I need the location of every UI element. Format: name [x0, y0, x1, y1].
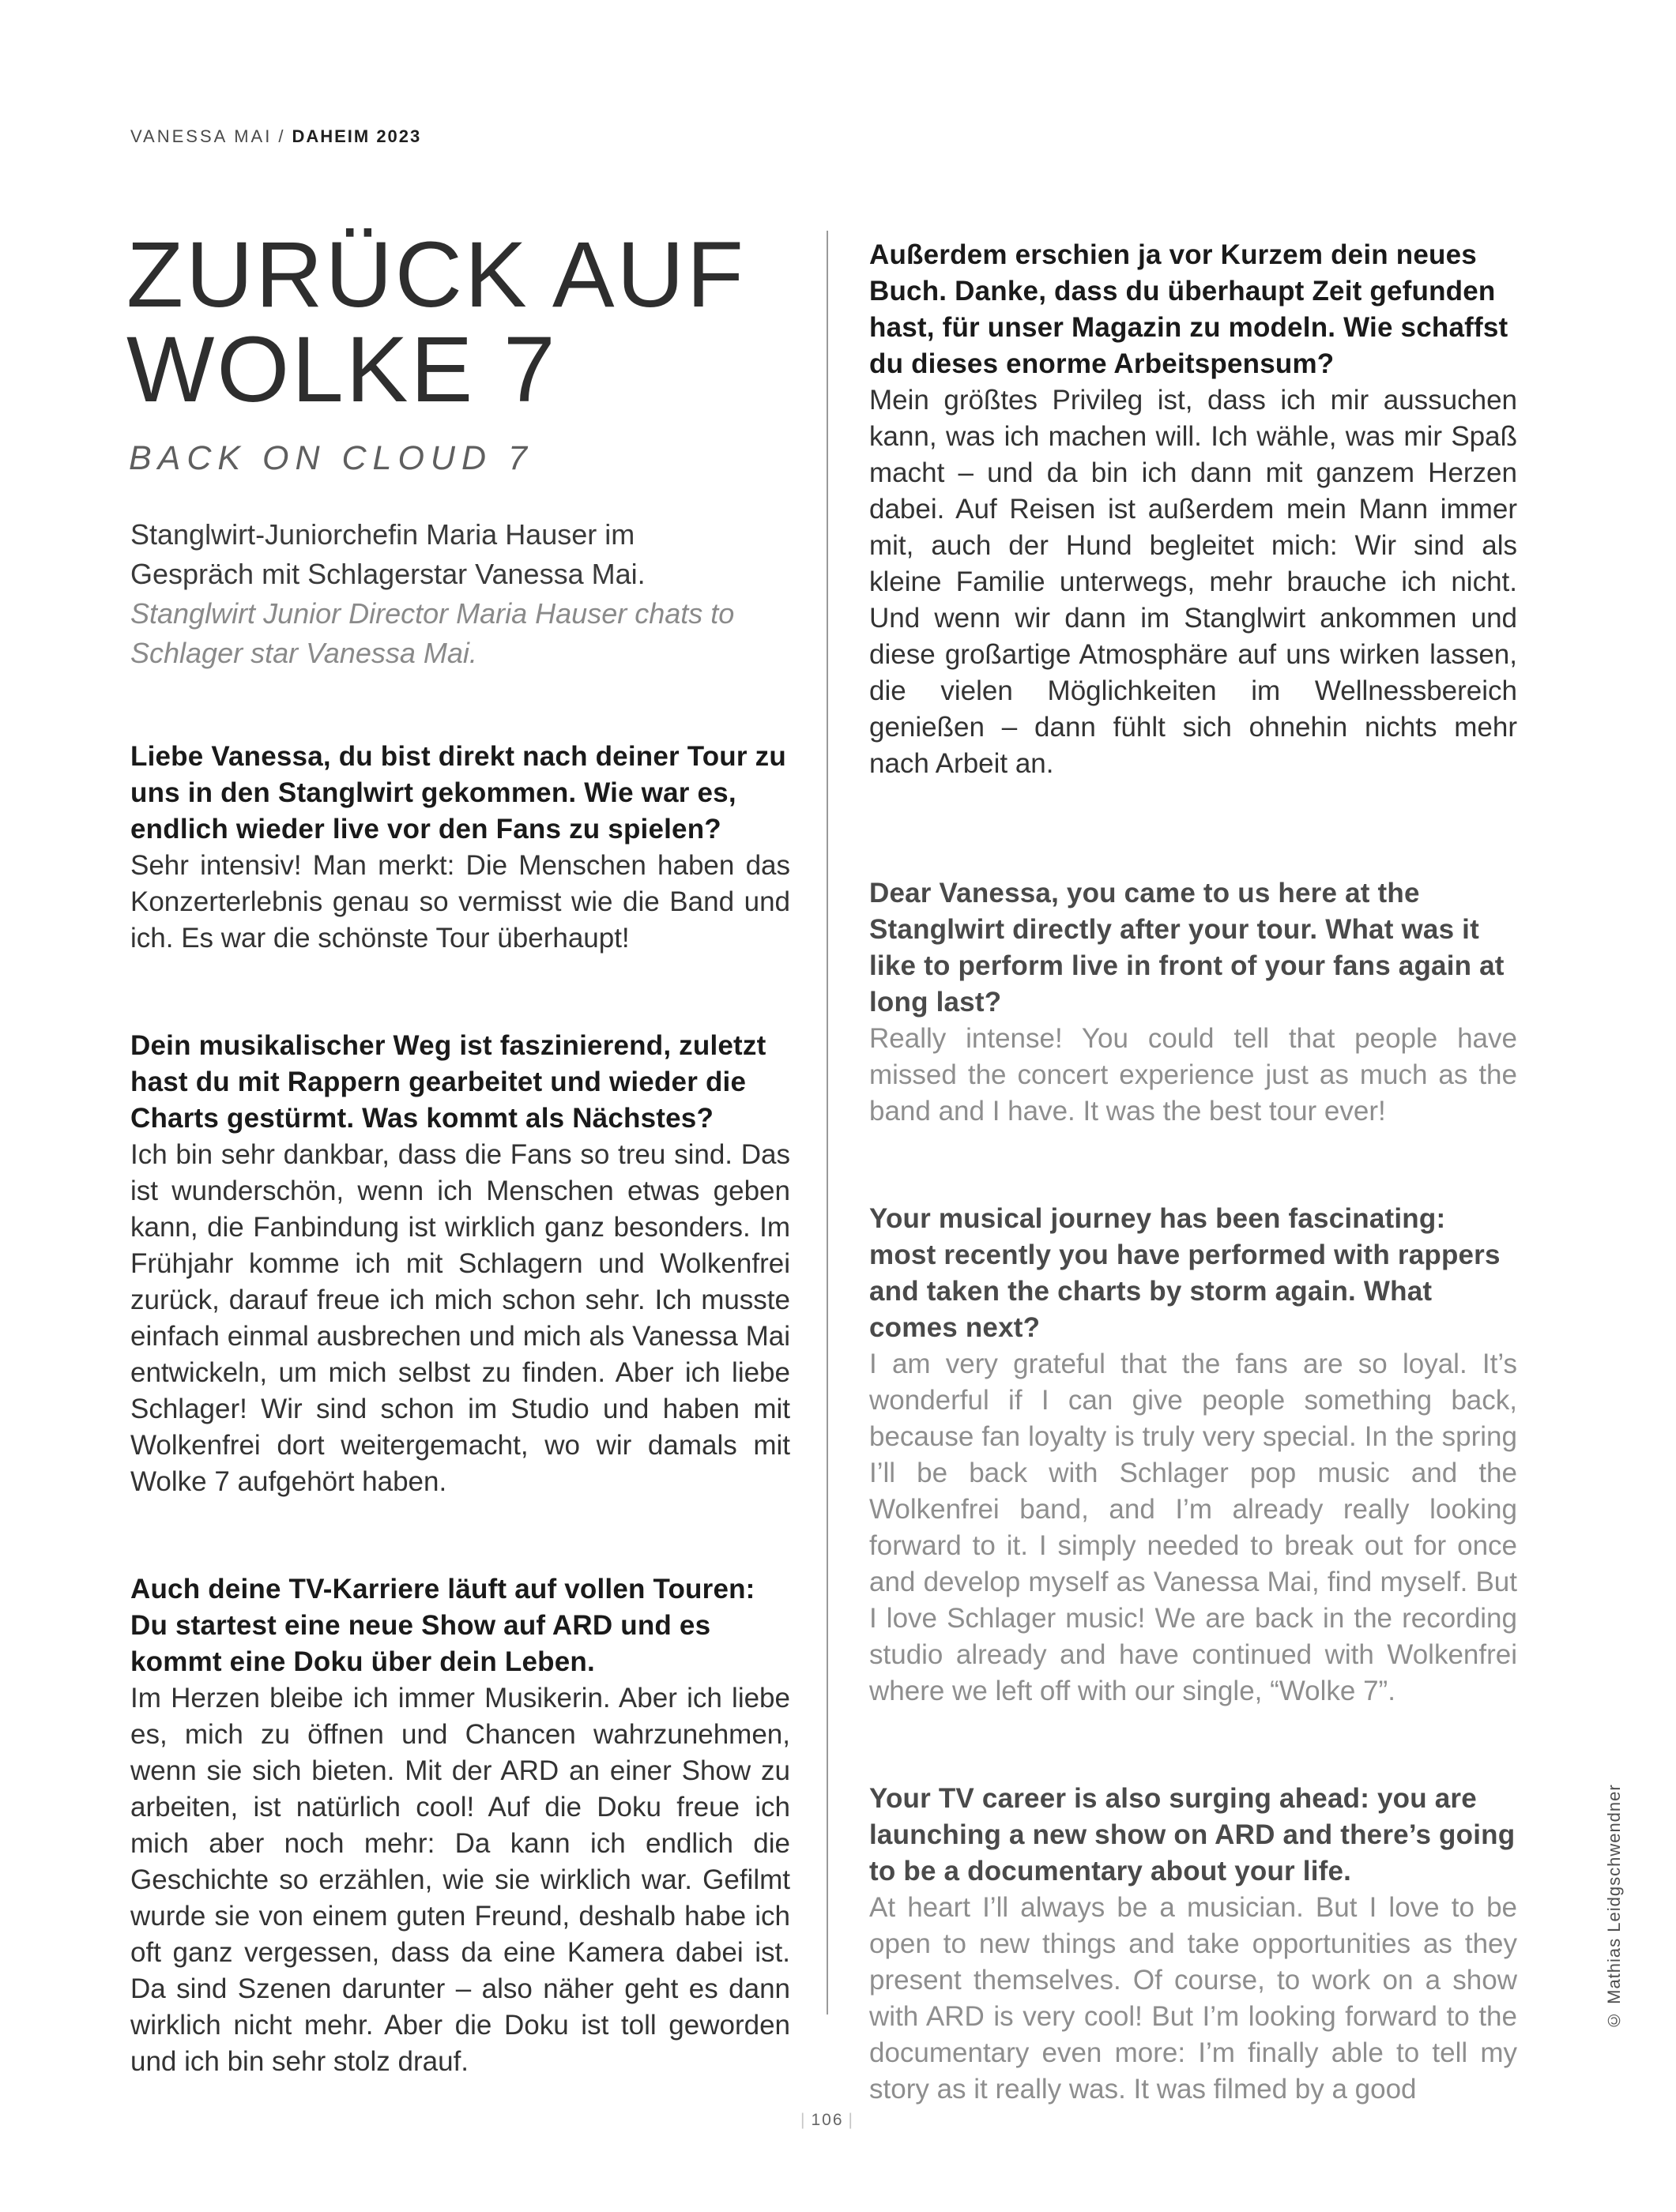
- answer-de: Im Herzen bleibe ich immer Musikerin. Aber ich liebe es, mich zu öffnen und Chancen wahrzunehmen, wenn sie sich bieten. Mit der ARD an einer Show zu arbeiten, ist natürlich cool! Auf die Doku freue ich mich aber noch mehr: Da kann ich endlich die Geschichte so erzählen, wie sie wirklich war. Gefilmt wurde sie von einem guten Freund, deshalb habe ich oft ganz vergessen, dass da eine Kamera dabei ist. Da sind Szenen darunter – also näher geht es dann wirklich nicht mehr. Aber die Doku ist toll geworden und ich bin sehr stolz drauf.: [130, 1683, 790, 2077]
- qa-block: [130, 1571, 790, 2080]
- question-de: Außerdem erschien ja vor Kurzem dein neues Buch. Danke, dass du überhaupt Zeit gefunden hast, für unser Magazin zu modeln. Wie schaffst du dieses enorme Arbeitspensum?: [869, 239, 1508, 379]
- page-number-value: 106: [811, 2111, 844, 2129]
- column-divider: [827, 231, 828, 2014]
- page-title-line1: ZURÜCK AUF: [126, 223, 746, 327]
- right-column: [869, 237, 1517, 2108]
- intro: [130, 515, 755, 673]
- kicker-slash: /: [278, 126, 286, 146]
- answer-de: Mein größtes Privileg ist, dass ich mir aussuchen kann, was ich machen will. Ich wähle, was mir Spaß macht – und da bin ich dann mit ganzem Herzen dabei. Auf Reisen ist außerdem mein Mann immer mit, auch der Hund begleitet mich: Wir sind als kleine Familie unterwegs, mehr brauche ich nicht. Und wenn wir dann im Stanglwirt ankommen und diese großartige Atmosphäre auf uns wirken lassen, die vielen Möglichkeiten im Wellnessbereich genießen – dann fühlt sich ohnehin nichts mehr nach Arbeit an.: [869, 385, 1517, 779]
- question-en: Your TV career is also surging ahead: you are launching a new show on ARD and there’s going to be a documentary about your life.: [869, 1783, 1516, 1887]
- answer-en: I am very grateful that the fans are so loyal. It’s wonderful if I can give people something back, because fan loyalty is truly very special. In the spring I’ll be back with Schlager pop music and the Wolkenfrei band, and I’m already really looking forward to it. I simply needed to break out for once and develop myself as Vanessa Mai, find myself. But I love Schlager music! We are back in the recording studio already and have continued with Wolkenfrei where we left off with our single, “Wolke 7”.: [869, 1349, 1517, 1706]
- page-subtitle: BACK ON CLOUD 7: [129, 439, 533, 477]
- question-de: Liebe Vanessa, du bist direkt nach deiner Tour zu uns in den Stanglwirt gekommen. Wie war es, endlich wieder live vor den Fans zu spielen?: [130, 741, 786, 845]
- left-column: [130, 739, 790, 2080]
- page-number: [748, 2111, 906, 2130]
- qa-block: [869, 875, 1517, 1130]
- answer-en: At heart I’ll always be a musician. But I love to be open to new things and take opportunities as they present themselves. Of course, to work on a show with ARD is very cool! But I’m looking forward to the documentary even more: I’m finally able to tell my story as it really was. It was filmed by a good: [869, 1892, 1517, 2105]
- answer-de: Sehr intensiv! Man merkt: Die Menschen haben das Konzerterlebnis genau so vermisst wie die Band und ich. Es war die schönste Tour überhaupt!: [130, 850, 790, 954]
- page-title-line2: WOLKE 7: [126, 318, 558, 422]
- kicker-issue: DAHEIM 2023: [292, 126, 422, 146]
- intro-en: Stanglwirt Junior Director Maria Hauser chats to Schlager star Vanessa Mai.: [130, 597, 735, 669]
- page-number-bracket-right: |: [848, 2111, 854, 2129]
- qa-block: [130, 739, 790, 957]
- qa-block: [869, 1201, 1517, 1710]
- kicker: [130, 126, 421, 147]
- answer-de: Ich bin sehr dankbar, dass die Fans so treu sind. Das ist wunderschön, wenn ich Menschen etwas geben kann, die Fanbindung ist wirklich ganz besonders. Im Frühjahr komme ich mit Schlagern und Wolkenfrei zurück, darauf freue ich mich schon sehr. Ich musste einfach einmal ausbrechen und mich als Vanessa Mai entwickeln, um mich selbst zu finden. Aber ich liebe Schlager! Wir sind schon im Studio und haben mit Wolkenfrei dort weitergemacht, wo wir damals mit Wolke 7 aufgehört haben.: [130, 1139, 790, 1497]
- kicker-artist: VANESSA MAI: [130, 126, 273, 146]
- answer-en: Really intense! You could tell that people have missed the concert experience just as much as the band and I have. It was the best tour ever!: [869, 1023, 1517, 1127]
- question-en: Your musical journey has been fascinating: most recently you have performed with rappers and taken the charts by storm again. What comes next?: [869, 1203, 1501, 1343]
- question-de: Dein musikalischer Weg ist faszinierend, zuletzt hast du mit Rappern gearbeitet und wieder die Charts gestürmt. Was kommt als Nächstes?: [130, 1030, 766, 1134]
- photo-credit: © Mathias Leidgschwendner: [1604, 1784, 1624, 2030]
- qa-block: [130, 1028, 790, 1500]
- question-de: Auch deine TV-Karriere läuft auf vollen Touren: Du startest eine neue Show auf ARD und es kommt eine Doku über dein Leben.: [130, 1574, 755, 1677]
- intro-de: Stanglwirt-Juniorchefin Maria Hauser im Gespräch mit Schlagerstar Vanessa Mai.: [130, 518, 646, 590]
- question-en: Dear Vanessa, you came to us here at the Stanglwirt directly after your tour. What was it like to perform live in front of your fans again at long last?: [869, 878, 1505, 1018]
- qa-block: [869, 1781, 1517, 2108]
- qa-block: [869, 237, 1517, 782]
- page-number-bracket-left: |: [800, 2111, 807, 2129]
- page-title: [126, 223, 746, 422]
